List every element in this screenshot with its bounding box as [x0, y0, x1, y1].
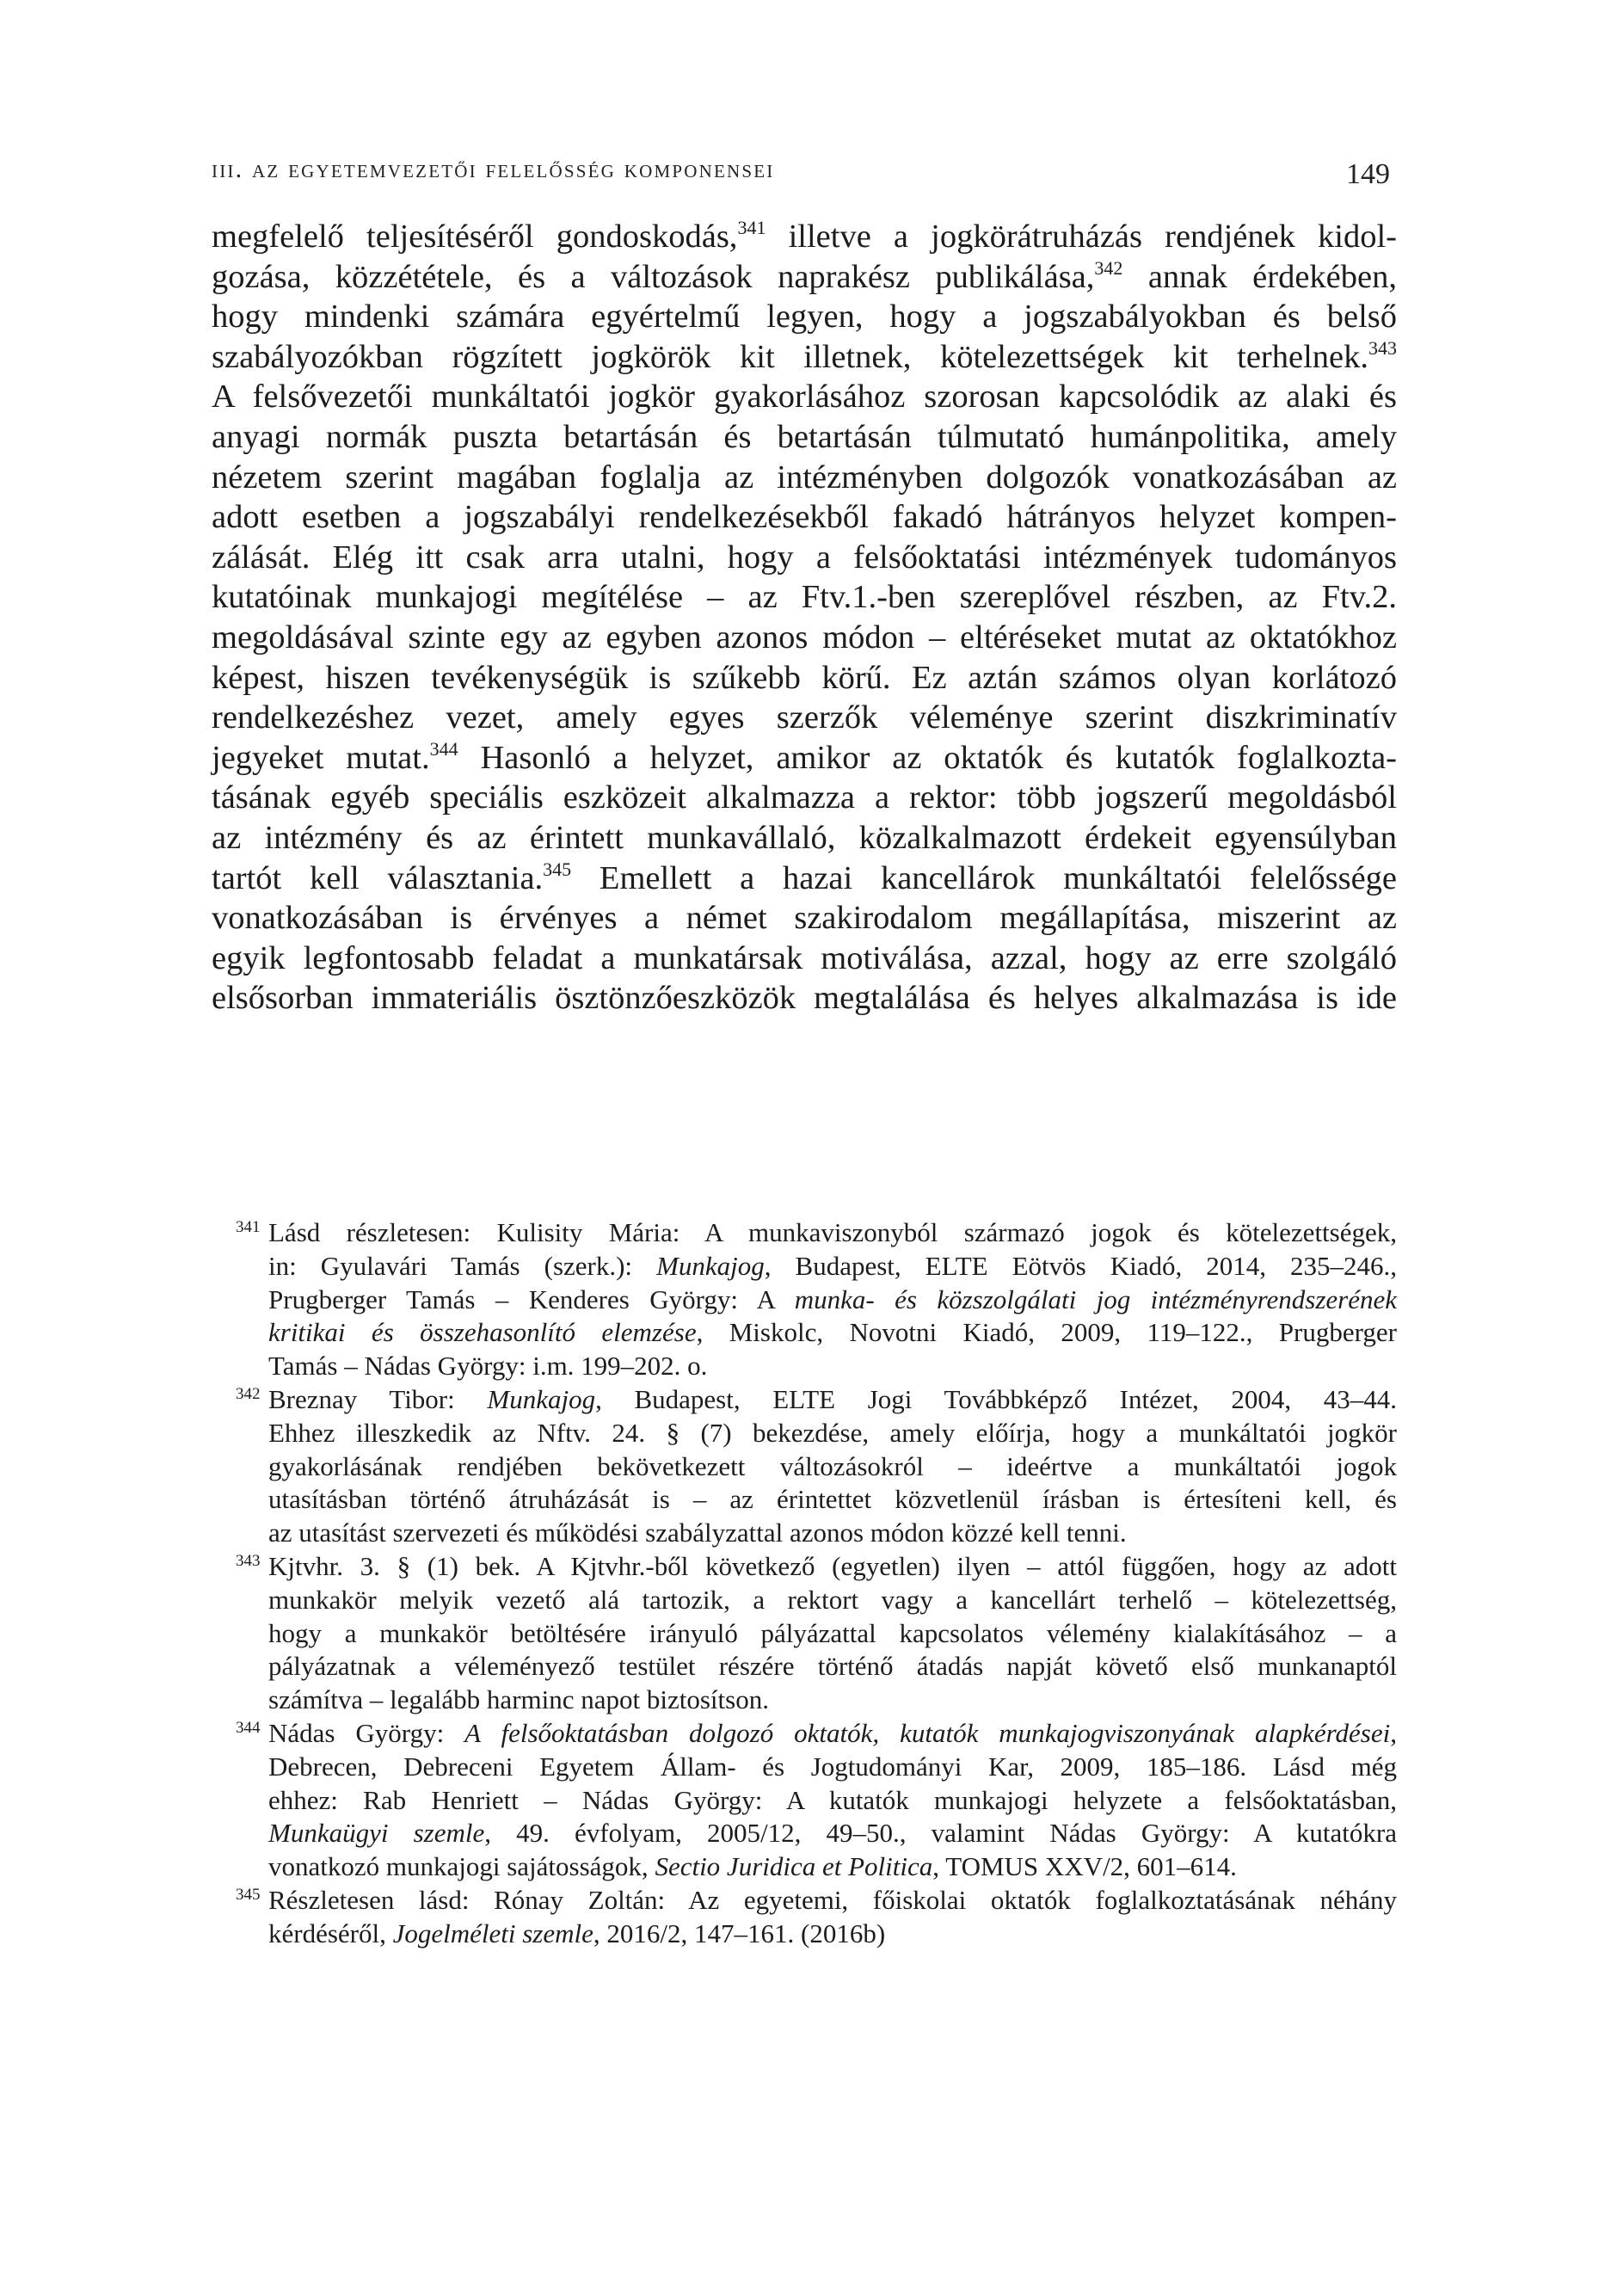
footnote-line: [268, 1584, 1397, 1617]
footnote-text-segment: utasításban történő átruházását is – az érintettet közvetlenül írásban is értesíteni kell, és: [268, 1484, 1397, 1515]
body-text-segment: zálását. Elég itt csak arra utalni, hogy a felsőoktatási intézmények tudományos: [212, 539, 1397, 576]
footnote-text-segment: Debrecen, Debreceni Egyetem Állam- és Jogtudományi Kar, 2009, 185–186. Lásd még: [268, 1751, 1397, 1782]
body-text-line: [212, 257, 1397, 298]
body-text-line: [212, 618, 1397, 658]
body-text-line: [212, 577, 1397, 618]
body-text-segment: Hasonló a helyzet, amikor az oktatók és kutatók foglalkozta-: [458, 739, 1397, 776]
footnote-text-segment: Részletesen lásd: Rónay Zoltán: Az egyetemi, főiskolai oktatók foglalkoztatásának néhány: [268, 1884, 1397, 1915]
body-text-segment: Emellett a hazai kancellárok munkáltatói felelőssége: [571, 859, 1397, 896]
footnote-text-segment: ,: [1390, 1717, 1397, 1748]
body-text-segment: rendelkezéshez vezet, amely egyes szerzők véleménye szerint diszkriminatív: [212, 699, 1397, 736]
footnote-344: [236, 1717, 1397, 1884]
footnote-number: 343: [236, 1551, 261, 1570]
body-text-segment: tartót kell választania.: [212, 859, 544, 896]
main-body-text: [212, 217, 1397, 1019]
footnote-reference[interactable]: 341: [737, 217, 766, 238]
body-text-segment: jegyeket mutat.: [212, 739, 430, 776]
footnote-line: [268, 1517, 1397, 1550]
footnote-line: [268, 1817, 1397, 1850]
footnote-number: 345: [236, 1885, 261, 1904]
footnote-text-segment: Tamás – Nádas György: i.m. 199–202. o.: [268, 1351, 708, 1382]
footnote-text-segment: vonatkozó munkajogi sajátosságok,: [268, 1851, 655, 1882]
footnote-italic-title: Jogelméleti szemle: [392, 1917, 593, 1948]
body-text-line: [212, 458, 1397, 498]
body-text-segment: kutatóinak munkajogi megítélése – az Ftv.1.-ben szereplővel részben, az Ftv.2.: [212, 579, 1397, 616]
body-text-line: [212, 978, 1397, 1019]
body-text-segment: szabályozókban rögzített jogkörök kit illetnek, kötelezettségek kit terhelnek.: [212, 338, 1368, 375]
footnote-line: [268, 1784, 1397, 1818]
footnote-345: [236, 1884, 1397, 1951]
footnote-text-segment: az utasítást szervezeti és működési szabályzattal azonos módon közzé kell tenni.: [268, 1517, 1127, 1548]
footnote-text-segment: Prugberger Tamás – Kenderes György: A: [268, 1283, 795, 1314]
footnote-text: [268, 1383, 1397, 1550]
body-text-segment: egyik legfontosabb feladat a munkatársak motiválása, azzal, hogy az erre szolgáló: [212, 939, 1397, 976]
footnote-reference[interactable]: 342: [1094, 256, 1123, 279]
footnote-text-segment: in: Gyulavári Tamás (szerk.):: [268, 1250, 657, 1281]
footnote-line: [268, 1617, 1397, 1651]
footnote-line: [268, 1350, 1397, 1383]
footnote-line: [268, 1316, 1397, 1350]
body-text-line: [212, 297, 1397, 337]
footnote-italic-title: Munkaügyi szemle: [268, 1818, 485, 1849]
body-text-segment: megfelelő teljesítéséről gondoskodás,: [212, 219, 738, 255]
body-text-segment: anyagi normák puszta betartásán és betartásán túlmutató humánpolitika, amely: [212, 418, 1397, 455]
footnote-italic-title: Sectio Juridica et Politica: [655, 1851, 933, 1882]
body-text-segment: tásának egyéb speciális eszközeit alkalmazza a rektor: több jogszerű megoldásból: [212, 779, 1397, 816]
footnote-italic-title: A felsőoktatásban dolgozó oktatók, kutatók munkajogviszonyának alapkérdései: [464, 1717, 1391, 1748]
footnote-line: [268, 1717, 1397, 1751]
footnote-text-segment: Nádas György:: [268, 1717, 465, 1748]
footnote-line: [268, 1250, 1397, 1283]
body-text-line: [212, 497, 1397, 538]
footnote-line: [268, 1216, 1397, 1250]
body-text-line: [212, 818, 1397, 859]
footnote-text-segment: ehhez: Rab Henriett – Nádas György: A kutatók munkajogi helyzete a felsőoktatásban,: [268, 1784, 1397, 1815]
body-text-segment: annak érdekében,: [1122, 258, 1397, 295]
footnote-text-segment: munkakör melyik vezető alá tartozik, a rektort vagy a kancellárt terhelő – kötelezettség,: [268, 1584, 1397, 1615]
body-text-line: [212, 939, 1397, 979]
footnote-text-segment: pályázatnak a véleményező testület részére történő átadás napját követő első munkanaptól: [268, 1651, 1397, 1682]
footnote-line: [268, 1383, 1397, 1417]
footnote-text-segment: , 49. évfolyam, 2005/12, 49–50., valamint Nádas György: A kutatókra: [484, 1818, 1397, 1849]
footnote-text-segment: , Budapest, ELTE Jogi Továbbképző Intézet, 2004, 43–44.: [595, 1383, 1397, 1414]
body-text-segment: hogy mindenki számára egyértelmű legyen, hogy a jogszabályokban és belső: [212, 299, 1397, 335]
body-text-segment: megoldásával szinte egy az egyben azonos módon – eltéréseket mutat az oktatókhoz: [212, 619, 1397, 656]
body-text-segment: képest, hiszen tevékenységük is szűkebb körű. Ez aztán számos olyan korlátozó: [212, 659, 1397, 696]
footnote-text-segment: , TOMUS XXV/2, 601–614.: [932, 1851, 1237, 1882]
body-text-segment: az intézmény és az érintett munkavállaló, közalkalmazott érdekeit egyensúlyban: [212, 819, 1397, 856]
footnote-line: [268, 1884, 1397, 1917]
footnote-text: [268, 1884, 1397, 1951]
footnote-text-segment: Lásd részletesen: Kulisity Mária: A munkaviszonyból származó jogok és kötelezettségek,: [268, 1217, 1397, 1247]
footnote-text-segment: , Budapest, ELTE Eötvös Kiadó, 2014, 235–246.,: [764, 1250, 1397, 1281]
body-text-line: [212, 698, 1397, 738]
footnote-text-segment: Ehhez illeszkedik az Nftv. 24. § (7) bekezdése, amely előírja, hogy a munkáltatói jogkör: [268, 1417, 1397, 1448]
body-text-line: [212, 778, 1397, 818]
body-text-line: [212, 898, 1397, 939]
footnote-text-segment: számítva – legalább harminc napot biztosítson.: [268, 1684, 769, 1715]
body-text-segment: elsősorban immateriális ösztönzőeszközök megtalálása és helyes alkalmazása is ide: [212, 980, 1397, 1017]
footnote-text-segment: Kjtvhr. 3. § (1) bek. A Kjtvhr.-ből következő (egyetlen) ilyen – attól függően, hogy az adott: [268, 1550, 1397, 1581]
footnote-italic-title: munka- és közszolgálati jog intézményrendszerének: [794, 1283, 1398, 1314]
body-text-segment: adott esetben a jogszabályi rendelkezésekből fakadó hátrányos helyzet kompen-: [212, 499, 1397, 536]
footnote-341: [236, 1216, 1397, 1383]
footnote-342: [236, 1383, 1397, 1550]
footnote-text: [268, 1216, 1397, 1383]
footnote-text-segment: kérdéséről,: [268, 1917, 393, 1948]
footnotes-section: [236, 1216, 1397, 1951]
footnote-text-segment: gyakorlásának rendjében bekövetkezett változásokról – ideértve a munkáltatói jogok: [268, 1450, 1397, 1481]
footnote-line: [268, 1850, 1397, 1884]
footnote-line: [268, 1917, 1397, 1951]
footnote-reference[interactable]: 344: [429, 737, 458, 760]
footnote-text-segment: hogy a munkakör betöltésére irányuló pályázattal kapcsolatos vélemény kialakításához – a: [268, 1617, 1397, 1648]
footnote-text: [268, 1717, 1397, 1884]
footnote-line: [268, 1483, 1397, 1517]
body-text-segment: gozása, közzététele, és a változások naprakész publikálása,: [212, 258, 1095, 295]
body-text-line: [212, 859, 1397, 899]
running-head: [212, 151, 1397, 194]
body-text-line: [212, 658, 1397, 699]
footnote-line: [268, 1283, 1397, 1317]
page-number: 149: [1346, 158, 1390, 190]
footnote-line: [268, 1650, 1397, 1684]
body-text-segment: nézetem szerint magában foglalja az intézményben dolgozók vonatkozásában az: [212, 459, 1397, 496]
footnote-italic-title: Munkajog: [656, 1250, 765, 1281]
footnote-line: [268, 1684, 1397, 1717]
body-text-line: [212, 217, 1397, 257]
footnote-line: [268, 1417, 1397, 1450]
footnote-line: [268, 1450, 1397, 1484]
footnote-text-segment: , Miskolc, Novotni Kiadó, 2009, 119–122., Prugberger: [696, 1317, 1397, 1348]
footnote-line: [268, 1550, 1397, 1584]
footnote-reference[interactable]: 343: [1368, 336, 1397, 359]
footnote-line: [268, 1751, 1397, 1784]
footnote-number: 341: [236, 1218, 261, 1236]
body-text-line: [212, 417, 1397, 458]
body-text-line: [212, 538, 1397, 578]
body-text-line: [212, 337, 1397, 378]
footnote-number: 344: [236, 1718, 261, 1737]
footnote-italic-title: Munkajog: [487, 1383, 596, 1414]
body-text-segment: A felsővezetői munkáltatói jogkör gyakorlásához szorosan kapcsolódik az alaki és: [212, 379, 1397, 415]
footnote-italic-title: kritikai és összehasonlító elemzése: [268, 1317, 697, 1348]
footnote-text: [268, 1550, 1397, 1717]
footnote-reference[interactable]: 345: [543, 858, 572, 880]
body-text-segment: illetve a jogkörátruházás rendjének kidol-: [766, 219, 1398, 255]
body-text-line: [212, 377, 1397, 417]
footnote-text-segment: Breznay Tibor:: [268, 1383, 488, 1414]
body-text-line: [212, 738, 1397, 779]
chapter-running-title: iii. az egyetemvezetői felelősség komponensei: [212, 155, 775, 183]
footnote-343: [236, 1550, 1397, 1717]
footnote-text-segment: , 2016/2, 147–161. (2016b): [593, 1917, 886, 1948]
body-text-segment: vonatkozásában is érvényes a német szakirodalom megállapítása, miszerint az: [212, 900, 1397, 937]
footnote-number: 342: [236, 1384, 261, 1403]
